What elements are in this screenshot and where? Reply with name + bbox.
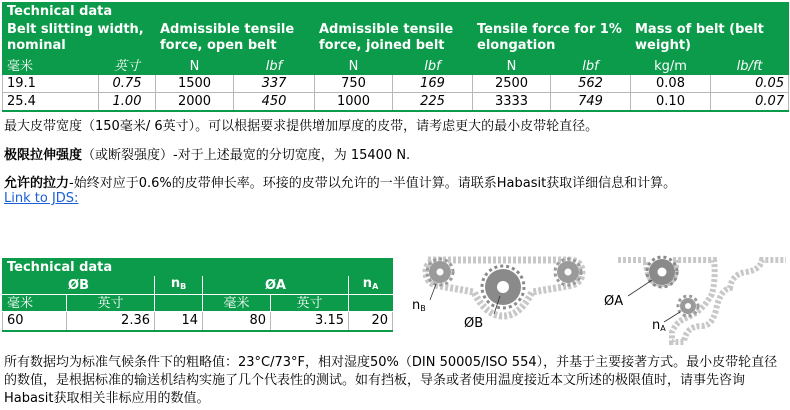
cell: 225	[393, 93, 473, 111]
belt-serpentine-diagram	[612, 254, 788, 346]
header-tensile-elongation: Tensile force for 1% elongation	[473, 20, 631, 58]
diagram-pulley-b	[400, 254, 605, 346]
table-title: Technical data	[3, 259, 393, 276]
admissible-force-label: 允许的拉力	[4, 176, 70, 191]
unit-lbf: lbf	[393, 58, 473, 75]
table-row	[3, 312, 393, 331]
unit-n: N	[315, 58, 393, 75]
jds-link[interactable]: Link to JDS:	[4, 191, 79, 206]
label-na: $n_A$	[652, 318, 666, 333]
table-row	[3, 93, 789, 111]
cell: 562	[551, 75, 631, 93]
unit-lbf: lbf	[234, 58, 315, 75]
unit-lbft: lb/ft	[711, 58, 789, 75]
unit-inch: 英寸	[67, 295, 155, 312]
cell: 1000	[315, 93, 393, 111]
table-row	[3, 75, 789, 93]
cell: 0.75	[99, 75, 156, 93]
pulley-data-table	[2, 258, 393, 332]
header-tensile-open: Admissible tensile force, open belt	[156, 20, 315, 58]
cell: 0.05	[711, 75, 789, 93]
gear-small-icon	[678, 296, 698, 316]
header-mass: Mass of belt (belt weight)	[631, 20, 789, 58]
cell: 2500	[473, 75, 551, 93]
unit-inch: 英寸	[99, 58, 156, 75]
admissible-force-text: -始终对应于0.6%的皮带伸长率。环接的皮带以允许的一半值计算。请联系Habasit获取详细信息和计算。	[69, 176, 677, 191]
admissible-force-note	[4, 175, 676, 192]
technical-data-table	[2, 2, 789, 112]
unit-mm: 毫米	[3, 295, 67, 312]
footnote: 所有数据均为标准气候条件下的粗略值：23°C/73°F，相对湿度50%（DIN 50005/ISO 554），并基于主要接著方式。最小皮带轮直径的数值，是根据标准的输送机结构实施了几个代表性的测试。如有挡板，导条或者使用温度接近本文所述的极限值时，请事先咨询Habasit获取相关非标应用的数值。	[4, 355, 778, 406]
unit-n: N	[473, 58, 551, 75]
unit-lbf: lbf	[551, 58, 631, 75]
label-diameter-b: ØB	[464, 316, 484, 331]
pulley-b-icon	[482, 266, 524, 308]
diagram-pulley-a	[604, 254, 788, 346]
unit-inch: 英寸	[271, 295, 349, 312]
cell: 60	[3, 312, 67, 331]
header-tensile-joined: Admissible tensile force, joined belt	[315, 20, 473, 58]
header-nb: $n_B$	[155, 276, 203, 295]
cell: 20	[349, 312, 393, 331]
cell: 0.10	[631, 93, 711, 111]
cell: 749	[551, 93, 631, 111]
cell: 450	[234, 93, 315, 111]
label-nb: $n_B$	[412, 298, 426, 313]
cell: 337	[234, 75, 315, 93]
cell: 2.36	[67, 312, 155, 331]
belt-outline	[618, 260, 786, 342]
unit-n: N	[156, 58, 234, 75]
belt-wrap-diagram	[400, 254, 605, 346]
label-diameter-a: ØA	[604, 294, 624, 309]
unit-mm: 毫米	[3, 58, 99, 75]
unit-blank	[155, 295, 203, 312]
unit-kgm: kg/m	[631, 58, 711, 75]
unit-blank	[349, 295, 393, 312]
header-na: $n_A$	[349, 276, 393, 295]
cell: 3333	[473, 93, 551, 111]
ultimate-strength-note	[4, 147, 410, 164]
header-diameter-b: ØB	[3, 276, 155, 295]
cell: 80	[203, 312, 271, 331]
cell: 1500	[156, 75, 234, 93]
cell: 0.07	[711, 93, 789, 111]
header-diameter-a: ØA	[203, 276, 349, 295]
table-title: Technical data	[3, 3, 789, 20]
cell: 2000	[156, 93, 234, 111]
ultimate-strength-text: （或断裂强度）-对于上述最宽的分切宽度，为 15400 N.	[82, 148, 411, 163]
ultimate-strength-label: 极限拉伸强度	[4, 148, 83, 163]
cell: 14	[155, 312, 203, 331]
cell: 19.1	[3, 75, 99, 93]
cell: 169	[393, 75, 473, 93]
cell: 3.15	[271, 312, 349, 331]
unit-mm: 毫米	[203, 295, 271, 312]
cell: 0.08	[631, 75, 711, 93]
cell: 1.00	[99, 93, 156, 111]
cell: 25.4	[3, 93, 99, 111]
cell: 750	[315, 75, 393, 93]
header-slitting-width: Belt slitting width, nominal	[3, 20, 156, 58]
max-width-note: 最大皮带宽度（150毫米/ 6英寸）。可以根据要求提供增加厚度的皮带，请考虑更大的最小皮带轮直径。	[4, 119, 599, 134]
